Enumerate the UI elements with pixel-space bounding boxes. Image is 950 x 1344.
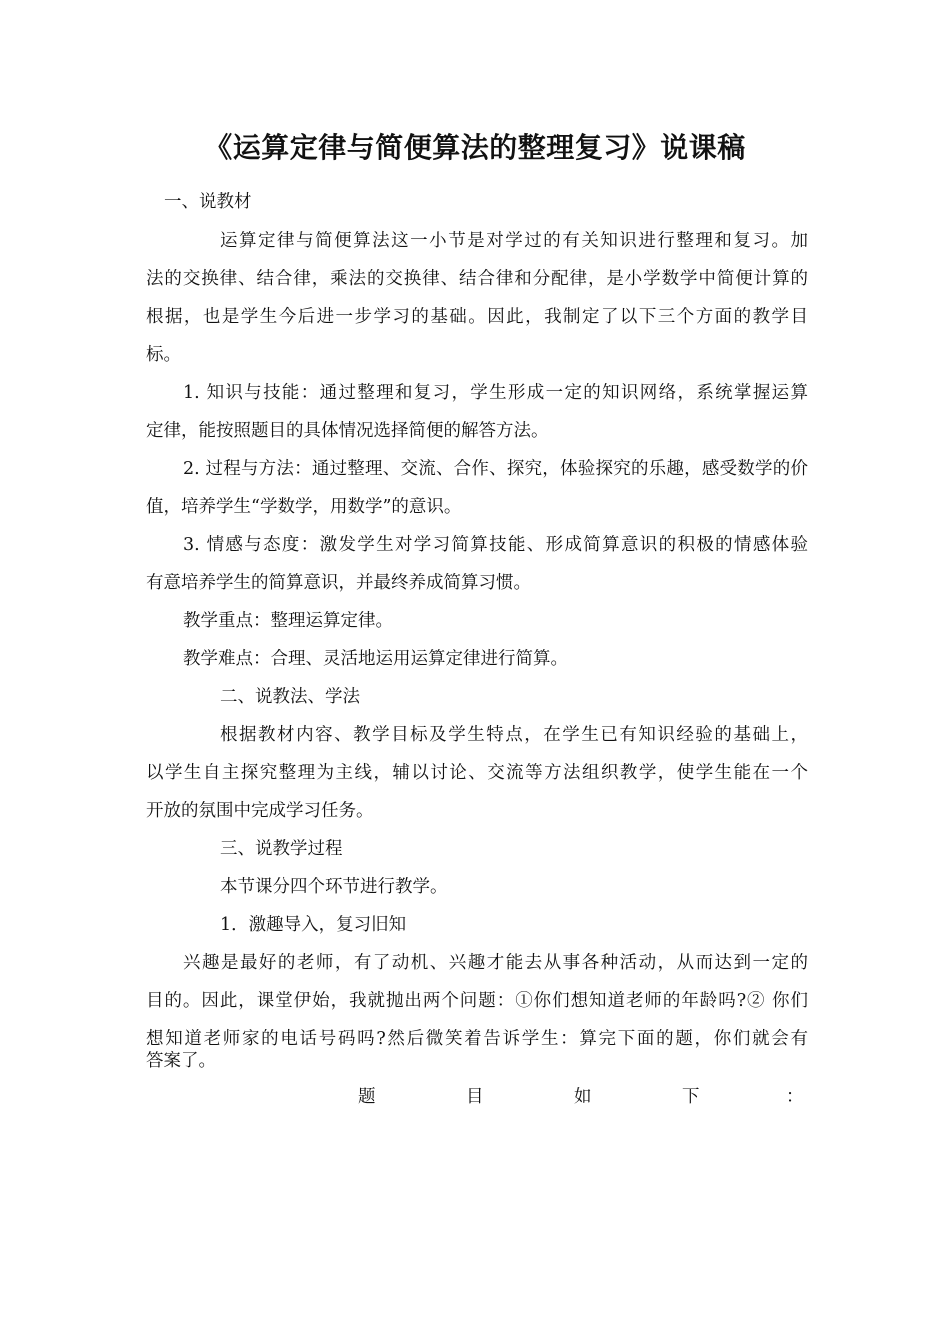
paragraph-line: 答案了。 — [146, 1051, 216, 1071]
paragraph-line: 标。 — [146, 345, 181, 365]
paragraph-line: 根据教材内容、教学目标及学生特点，在学生已有知识经验的基础上， — [220, 725, 808, 745]
step-heading: 1．激趣导入，复习旧知 — [220, 915, 407, 935]
teaching-key-point: 教学重点：整理运算定律。 — [183, 611, 393, 631]
topic-char: 下 — [682, 1087, 700, 1107]
goal-attitude-line: 3. 情感与态度：激发学生对学习简算技能、形成简算意识的积极的情感体验 — [183, 535, 808, 555]
goal-process-line: 2. 过程与方法：通过整理、交流、合作、探究，体验探究的乐趣，感受数学的价 — [183, 459, 808, 479]
paragraph-line: 开放的氛围中完成学习任务。 — [146, 801, 374, 821]
topic-char: ： — [786, 1087, 804, 1107]
goal-process-line: 值，培养学生“学数学，用数学”的意识。 — [146, 497, 462, 517]
section-heading-methods: 二、说教法、学法 — [220, 687, 360, 707]
paragraph-line: 目的。因此，课堂伊始，我就抛出两个问题：①你们想知道老师的年龄吗?② 你们 — [146, 991, 808, 1011]
paragraph-line: 想知道老师家的电话号码吗?然后微笑着告诉学生：算完下面的题，你们就会有 — [146, 1029, 808, 1049]
paragraph-line: 运算定律与简便算法这一小节是对学过的有关知识进行整理和复习。加 — [220, 231, 808, 251]
paragraph-line: 以学生自主探究整理为主线，辅以讨论、交流等方法组织教学，使学生能在一个 — [146, 763, 808, 783]
paragraph-line: 本节课分四个环节进行教学。 — [220, 877, 448, 897]
topic-char: 题 — [358, 1087, 376, 1107]
teaching-difficult-point: 教学难点：合理、灵活地运用运算定律进行简算。 — [183, 649, 568, 669]
section-heading-process: 三、说教学过程 — [220, 839, 343, 859]
topic-char: 如 — [574, 1087, 592, 1107]
goal-knowledge-line: 定律，能按照题目的具体情况选择简便的解答方法。 — [146, 421, 549, 441]
document-title: 《运算定律与简便算法的整理复习》说课稿 — [204, 131, 746, 164]
paragraph-line: 兴趣是最好的老师，有了动机、兴趣才能去从事各种活动，从而达到一定的 — [183, 953, 808, 973]
paragraph-line: 法的交换律、结合律，乘法的交换律、结合律和分配律，是小学数学中简便计算的 — [146, 269, 808, 289]
goal-knowledge-line: 1. 知识与技能：通过整理和复习，学生形成一定的知识网络，系统掌握运算 — [183, 383, 808, 403]
goal-attitude-line: 有意培养学生的简算意识，并最终养成简算习惯。 — [146, 573, 531, 593]
topic-char: 目 — [466, 1087, 484, 1107]
paragraph-line: 根据，也是学生今后进一步学习的基础。因此，我制定了以下三个方面的教学目 — [146, 307, 808, 327]
section-heading-textbook: 一、说教材 — [164, 192, 252, 212]
